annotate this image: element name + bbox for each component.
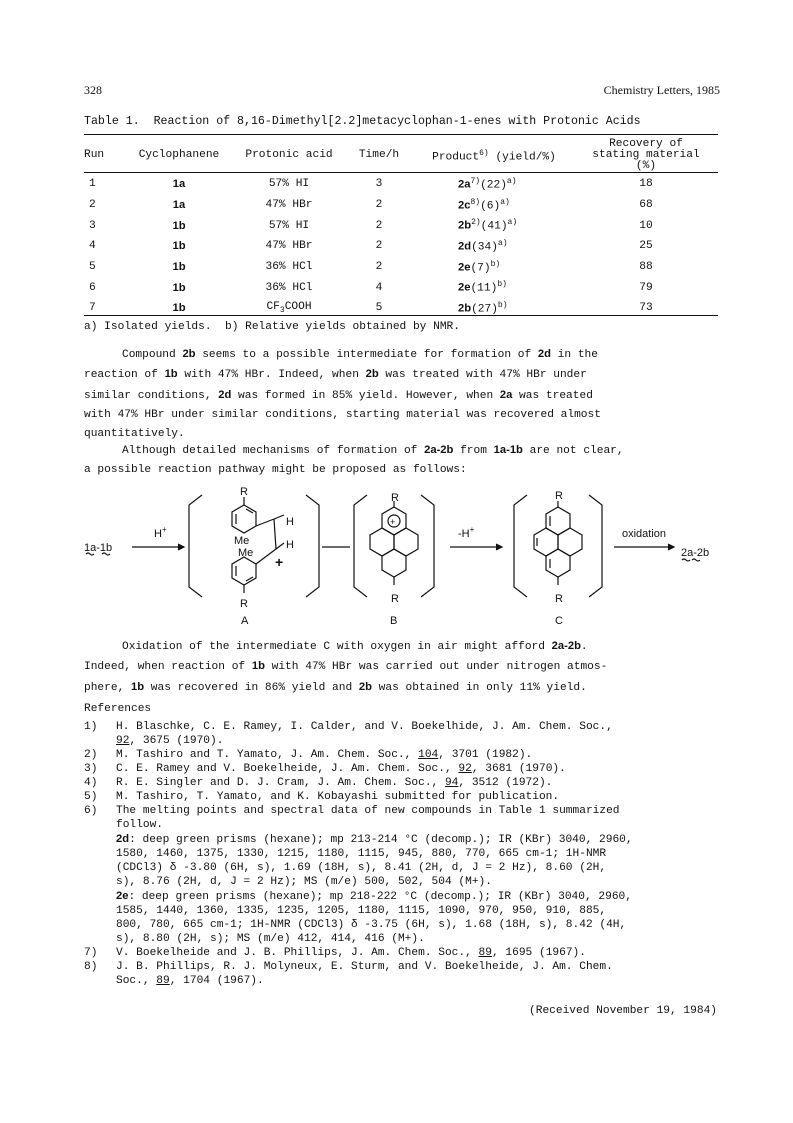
label-c: C — [555, 615, 563, 627]
product-id: 2e — [458, 282, 471, 295]
p2-line — [84, 441, 724, 461]
product-header-unit: (yield/%) — [495, 151, 556, 164]
product-id: 2a — [458, 178, 471, 191]
page-number: 328 — [84, 83, 102, 97]
text: Compound — [122, 349, 183, 361]
received-date: (Received November 19, 1984) — [529, 1005, 717, 1017]
cell-time: 3 — [375, 178, 383, 191]
ref-body — [116, 776, 724, 790]
ref-body — [116, 804, 724, 946]
text: , 1704 (1967). — [169, 975, 264, 987]
substituent-r-bottom-c: R — [555, 593, 563, 605]
product-ref: 8) — [470, 197, 481, 207]
volume: 89 — [478, 947, 492, 959]
ref-line — [116, 734, 724, 748]
structure-b — [370, 501, 418, 585]
table-row — [84, 174, 718, 195]
recovery-line-1: Recovery of — [609, 138, 683, 150]
cell-cyclo: 1b — [172, 302, 186, 315]
references-list — [84, 720, 724, 988]
cell-recovery: 10 — [639, 219, 653, 232]
cell-product — [414, 257, 574, 278]
reagent-text: -H — [458, 528, 470, 540]
ref-line: 1585, 1440, 1360, 1335, 1235, 1205, 1180, 1115, 1090, 970, 950, 910, 885, — [116, 905, 607, 917]
reagent-h-plus — [154, 525, 167, 540]
recovery-line-2: stating material — [592, 149, 700, 161]
hydrogen-label: H — [286, 516, 294, 528]
text: Indeed, when reaction of — [84, 661, 252, 674]
bracket-b-right — [421, 495, 434, 597]
p3-line — [84, 678, 724, 698]
ref-number: 7) — [84, 947, 98, 959]
product-yield: (6) — [480, 200, 501, 213]
cell-recovery: 88 — [639, 261, 653, 274]
compound-ref: 2b — [182, 348, 196, 360]
cell-product — [414, 195, 574, 216]
cell-recovery: 73 — [639, 302, 653, 315]
table-caption: Table 1. Reaction of 8,16-Dimethyl[2.2]metacyclophan-1-enes with Protonic Acids — [84, 115, 641, 128]
cell-cyclo: 1a — [172, 178, 186, 191]
text: Although detailed mechanisms of formation of — [122, 445, 425, 457]
text: was treated — [512, 389, 593, 402]
text: from — [453, 445, 494, 457]
reference-item — [84, 790, 724, 804]
acid-pre: CF — [266, 301, 280, 314]
p3-line — [84, 637, 724, 657]
compound-ref: 2b — [358, 680, 372, 693]
paragraph-2 — [84, 441, 724, 481]
cell-run: 7 — [89, 302, 96, 315]
product-id: 2b — [458, 220, 472, 233]
text: , 3512 (1972). — [458, 777, 553, 789]
text: Oxidation of the intermediate C with oxygen in air might afford — [122, 641, 552, 653]
cell-run: 5 — [89, 261, 96, 274]
ref-line: 800, 780, 665 cm-1; 1H-NMR (CDCl3) δ -3.75 (6H, s), 1.68 (18H, s), 8.42 (4H, — [116, 919, 627, 931]
text: was formed in 85% yield. However, when — [231, 389, 500, 402]
text: was recovered in 86% yield and — [144, 681, 359, 694]
text: similar conditions, — [84, 389, 219, 402]
bracket-c-left — [514, 495, 527, 597]
text: : deep green prisms (hexane); mp 213-214 °C (decomp.); IR (KBr) 3040, 2960, — [129, 834, 633, 846]
col-run: Run — [84, 149, 105, 161]
product-note: a) — [506, 176, 517, 186]
compound-ref: 1b — [164, 368, 178, 381]
acid-post: COOH — [284, 301, 312, 314]
ref-number: 6) — [84, 805, 98, 817]
compound-ref: 2d — [537, 348, 551, 360]
cell-acid: 36% HCl — [265, 281, 313, 294]
paragraph-3 — [84, 637, 724, 698]
cell-time: 2 — [375, 240, 383, 253]
volume: 104 — [418, 749, 439, 761]
hydrogen-label: H — [286, 539, 294, 551]
cell-time: 5 — [375, 302, 383, 315]
text: was obtained in only 11% yield. — [371, 681, 587, 694]
product-yield: (22) — [480, 179, 507, 192]
journal-header: Chemistry Letters, 1985 — [603, 83, 720, 97]
ref-body — [116, 946, 724, 960]
text: seems to a possible intermediate for formation of — [195, 349, 538, 361]
ref-line: s), 8.80 (2H, s); MS (m/e) 412, 414, 416 (M+). — [116, 933, 425, 945]
reference-item — [84, 762, 724, 776]
label-a: A — [241, 615, 249, 627]
cell-product — [414, 174, 574, 195]
table-header-row — [84, 139, 718, 173]
cell-run: 6 — [89, 281, 96, 294]
cell-time: 2 — [375, 261, 383, 274]
text: M. Tashiro and T. Yamato, J. Am. Chem. Soc., — [116, 749, 419, 761]
product-yield: (27) — [471, 303, 498, 316]
cell-recovery: 79 — [639, 281, 653, 294]
cell-recovery: 18 — [639, 178, 653, 191]
substituent-r-bottom-b: R — [391, 593, 399, 605]
structure-c — [534, 501, 582, 585]
ref-line — [116, 832, 724, 847]
reagent-sup: + — [469, 525, 475, 534]
table-row — [84, 236, 718, 257]
cell-cyclo: 1b — [172, 240, 186, 253]
ref-number: 2) — [84, 749, 98, 761]
substituent-r-top-a: R — [240, 486, 248, 498]
arrowhead-4 — [668, 544, 674, 550]
cell-recovery: 68 — [639, 199, 653, 212]
bracket-b-left — [354, 495, 367, 597]
text: are not clear, — [522, 445, 624, 457]
ref-line — [116, 974, 724, 988]
product-yield: (41) — [480, 221, 508, 234]
reaction-scheme — [84, 477, 724, 627]
reagent-oxidation: oxidation — [622, 528, 667, 540]
compound-ref: 2a-2b — [424, 444, 454, 456]
volume: 94 — [444, 777, 459, 789]
table-row — [84, 215, 718, 236]
p2-line: a possible reaction pathway might be proposed as follows: — [84, 464, 467, 477]
p1-line: quantitatively. — [84, 428, 185, 441]
ref-body — [116, 720, 724, 748]
table-row — [84, 277, 718, 298]
col-recovery — [574, 139, 718, 173]
cell-run: 4 — [89, 240, 96, 253]
text: Soc., — [116, 975, 157, 987]
text: R. E. Singler and D. J. Cram, J. Am. Chem. Soc., — [116, 777, 445, 789]
acid-sub: 3 — [279, 306, 285, 316]
ref-line: The melting points and spectral data of new compounds in Table 1 summarized — [116, 805, 620, 817]
substituent-r-top-b: R — [391, 492, 399, 504]
reagent-text: H — [154, 528, 162, 540]
bracket-c-right — [589, 495, 602, 597]
p1-line — [84, 345, 724, 365]
cell-acid: 57% HI — [268, 219, 310, 232]
compound-label: 2e — [116, 890, 129, 902]
product-note: a) — [507, 218, 518, 228]
p1-line — [84, 386, 724, 406]
text: , 3675 (1970). — [129, 735, 224, 747]
cation-plus: + — [275, 554, 284, 570]
label-b: B — [390, 615, 398, 627]
start-compound: 1a-1b — [84, 542, 113, 554]
product-ref: 2) — [471, 218, 481, 228]
reference-item — [84, 804, 724, 946]
text: was treated with 47% HBr under — [378, 369, 587, 382]
col-acid: Protonic acid — [245, 149, 333, 161]
text: , 3701 (1982). — [438, 749, 533, 761]
reagent-sup: + — [161, 525, 167, 534]
cell-recovery: 25 — [639, 240, 653, 253]
compound-ref: 1b — [251, 660, 265, 673]
text: with 47% HBr was carried out under nitrogen atmos- — [264, 661, 608, 674]
p3-line — [84, 657, 724, 677]
ref-line: J. B. Phillips, R. J. Molyneux, E. Sturm, and V. Boekelheide, J. Am. Chem. — [116, 961, 613, 973]
ref-body — [116, 762, 724, 776]
ref-line: H. Blaschke, C. E. Ramey, I. Calder, and V. Boekelhide, J. Am. Chem. Soc., — [116, 721, 613, 733]
product-id: 2c — [458, 199, 471, 212]
reagent-minus-h-plus — [458, 525, 475, 540]
ref-number: 1) — [84, 721, 98, 733]
table-row — [84, 195, 718, 216]
col-cyclophanene: Cyclophanene — [138, 149, 220, 161]
product-id: 2e — [458, 261, 471, 274]
references-heading: References — [84, 703, 152, 715]
product-note: a) — [500, 197, 510, 207]
col-time: Time/h — [358, 149, 400, 161]
ref-number: 3) — [84, 763, 98, 775]
text: with 47% HBr. Indeed, when — [177, 369, 366, 382]
text: , 1695 (1967). — [491, 947, 586, 959]
ref-line: (CDCl3) δ -3.80 (6H, s), 1.69 (18H, s), 8.41 (2H, d, J = 2 Hz), 8.60 (2H, — [116, 862, 607, 874]
compound-ref: 2b — [365, 368, 379, 381]
cell-run: 3 — [89, 219, 96, 232]
product-header-ref: 6) — [479, 148, 489, 158]
reference-item — [84, 946, 724, 960]
underline-mark — [682, 559, 700, 561]
ref-number: 8) — [84, 961, 98, 973]
product-header: Product — [432, 151, 480, 164]
text: reaction of — [84, 369, 165, 382]
reference-item — [84, 748, 724, 762]
table-top-rule — [84, 134, 718, 135]
product-yield: (34) — [471, 241, 498, 254]
product-yield: (11) — [470, 283, 498, 296]
compound-ref: 1b — [131, 680, 145, 693]
text: C. E. Ramey and V. Boekelheide, J. Am. Chem. Soc., — [116, 763, 459, 775]
bracket-a-left — [189, 495, 202, 597]
reference-item — [84, 720, 724, 748]
ref-line: s), 8.76 (2H, d, J = 2 Hz); MS (m/e) 500, 502, 504 (M+). — [116, 876, 492, 888]
text: , 3681 (1970). — [471, 763, 566, 775]
cell-cyclo: 1b — [172, 281, 186, 294]
volume: 92 — [458, 763, 472, 775]
methyl-label: Me — [238, 547, 254, 559]
product-note: b) — [497, 301, 508, 311]
cell-acid: 36% HCl — [265, 261, 313, 274]
cell-acid: 47% HBr — [265, 240, 313, 253]
cell-product — [414, 277, 574, 298]
ref-number: 5) — [84, 791, 98, 803]
product-note: b) — [490, 259, 501, 269]
cell-run: 2 — [89, 199, 96, 212]
ref-line — [116, 889, 724, 904]
methyl-label: Me — [234, 535, 250, 547]
substituent-r-top-c: R — [555, 490, 563, 502]
product-id: 2d — [458, 240, 472, 253]
product-id: 2b — [458, 302, 472, 315]
cell-run: 1 — [89, 178, 96, 191]
ref-body — [116, 748, 724, 762]
ref-body: M. Tashiro, T. Yamato, and K. Kobayashi submitted for publication. — [116, 791, 560, 803]
cell-product — [414, 236, 574, 257]
compound-ref: 2a-2b — [551, 640, 581, 652]
reference-item — [84, 960, 724, 988]
product-note: b) — [497, 280, 507, 290]
cell-acid: 47% HBr — [265, 199, 313, 212]
cell-acid: 57% HI — [268, 178, 310, 191]
product-ref: 7) — [470, 176, 481, 186]
ref-body — [116, 960, 724, 988]
text: in the — [550, 349, 598, 361]
col-product — [414, 139, 574, 173]
product-yield: (7) — [470, 262, 491, 275]
compound-ref: 1a-1b — [493, 444, 523, 456]
text: . — [580, 641, 588, 653]
paragraph-1 — [84, 345, 724, 444]
arrowhead-3 — [496, 544, 502, 550]
cell-time: 2 — [375, 219, 383, 232]
ref-line: follow. — [116, 819, 163, 831]
cell-cyclo: 1b — [172, 219, 186, 232]
table-bottom-rule — [84, 315, 718, 316]
cell-time: 4 — [375, 281, 383, 294]
p1-line — [84, 365, 724, 385]
arrowhead-1 — [178, 544, 184, 550]
cell-cyclo: 1b — [172, 261, 186, 274]
table-row — [84, 257, 718, 278]
volume: 89 — [156, 975, 170, 987]
ref-line: 1580, 1460, 1375, 1330, 1215, 1180, 1115, 945, 880, 770, 665 cm-1; 1H-NMR — [116, 848, 607, 860]
text: : deep green prisms (hexane); mp 218-222 °C (decomp.); IR (KBr) 3040, 2960, — [128, 891, 632, 903]
product-note: a) — [497, 239, 508, 249]
compound-label: 2d — [116, 833, 130, 845]
table-footnotes: a) Isolated yields. b) Relative yields obtained by NMR. — [84, 321, 460, 333]
p1-line: with 47% HBr under similar conditions, starting material was recovered almost — [84, 408, 601, 421]
compound-ref: 2a — [499, 388, 513, 401]
cell-product — [414, 215, 574, 236]
cell-cyclo: 1a — [172, 199, 186, 212]
recovery-line-3: (%) — [635, 160, 657, 172]
reference-item — [84, 776, 724, 790]
text: phere, — [84, 681, 131, 694]
compound-ref: 2d — [218, 388, 232, 401]
ring-charge: + — [390, 517, 396, 527]
bracket-a-right — [306, 495, 319, 597]
end-compound: 2a-2b — [681, 547, 710, 559]
cell-time: 2 — [375, 199, 383, 212]
ref-number: 4) — [84, 777, 98, 789]
substituent-r-bottom-a: R — [240, 598, 248, 610]
text: V. Boekelheide and J. B. Phillips, J. Am. Chem. Soc., — [116, 947, 479, 959]
volume: 92 — [116, 735, 130, 747]
results-table — [84, 139, 718, 319]
